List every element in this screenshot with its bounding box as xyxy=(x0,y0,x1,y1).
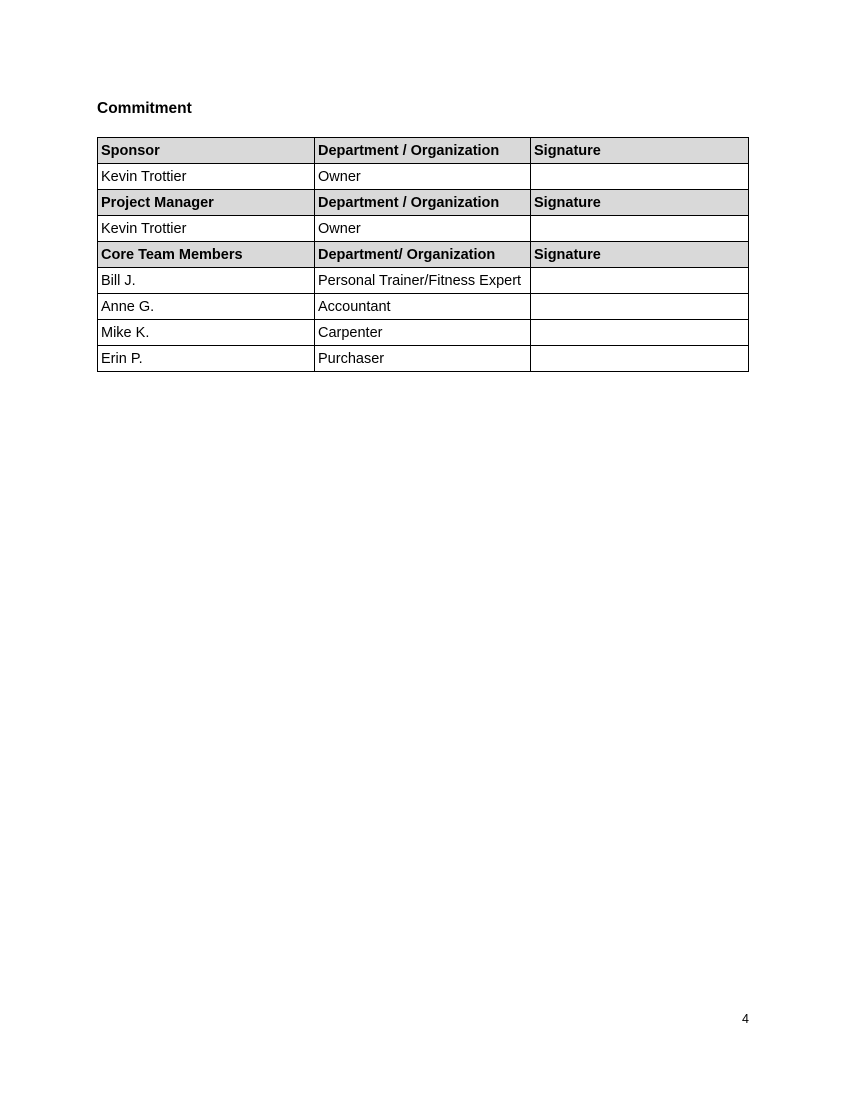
cell-department: Carpenter xyxy=(315,320,531,346)
cell-name: Erin P. xyxy=(98,346,315,372)
cell-name: Mike K. xyxy=(98,320,315,346)
column-header-signature: Signature xyxy=(531,242,749,268)
page-title: Commitment xyxy=(97,100,192,117)
cell-signature xyxy=(531,294,749,320)
sponsor-header-row xyxy=(98,138,749,164)
cell-signature xyxy=(531,216,749,242)
cell-department: Owner xyxy=(315,216,531,242)
cell-name: Bill J. xyxy=(98,268,315,294)
table-row xyxy=(98,268,749,294)
commitment-table xyxy=(97,137,749,372)
cell-department: Purchaser xyxy=(315,346,531,372)
table-row xyxy=(98,346,749,372)
cell-name: Anne G. xyxy=(98,294,315,320)
table-row xyxy=(98,320,749,346)
table-row xyxy=(98,216,749,242)
cell-department: Personal Trainer/Fitness Expert xyxy=(315,268,531,294)
cell-name: Kevin Trottier xyxy=(98,164,315,190)
project-manager-header-row xyxy=(98,190,749,216)
column-header-role: Core Team Members xyxy=(98,242,315,268)
column-header-signature: Signature xyxy=(531,138,749,164)
column-header-role: Sponsor xyxy=(98,138,315,164)
cell-department: Owner xyxy=(315,164,531,190)
column-header-signature: Signature xyxy=(531,190,749,216)
cell-signature xyxy=(531,320,749,346)
column-header-department: Department/ Organization xyxy=(315,242,531,268)
page-number: 4 xyxy=(742,1012,749,1026)
cell-name: Kevin Trottier xyxy=(98,216,315,242)
cell-signature xyxy=(531,164,749,190)
cell-signature xyxy=(531,268,749,294)
cell-department: Accountant xyxy=(315,294,531,320)
column-header-role: Project Manager xyxy=(98,190,315,216)
column-header-department: Department / Organization xyxy=(315,190,531,216)
table-row xyxy=(98,294,749,320)
cell-signature xyxy=(531,346,749,372)
column-header-department: Department / Organization xyxy=(315,138,531,164)
table-row xyxy=(98,164,749,190)
core-team-header-row xyxy=(98,242,749,268)
